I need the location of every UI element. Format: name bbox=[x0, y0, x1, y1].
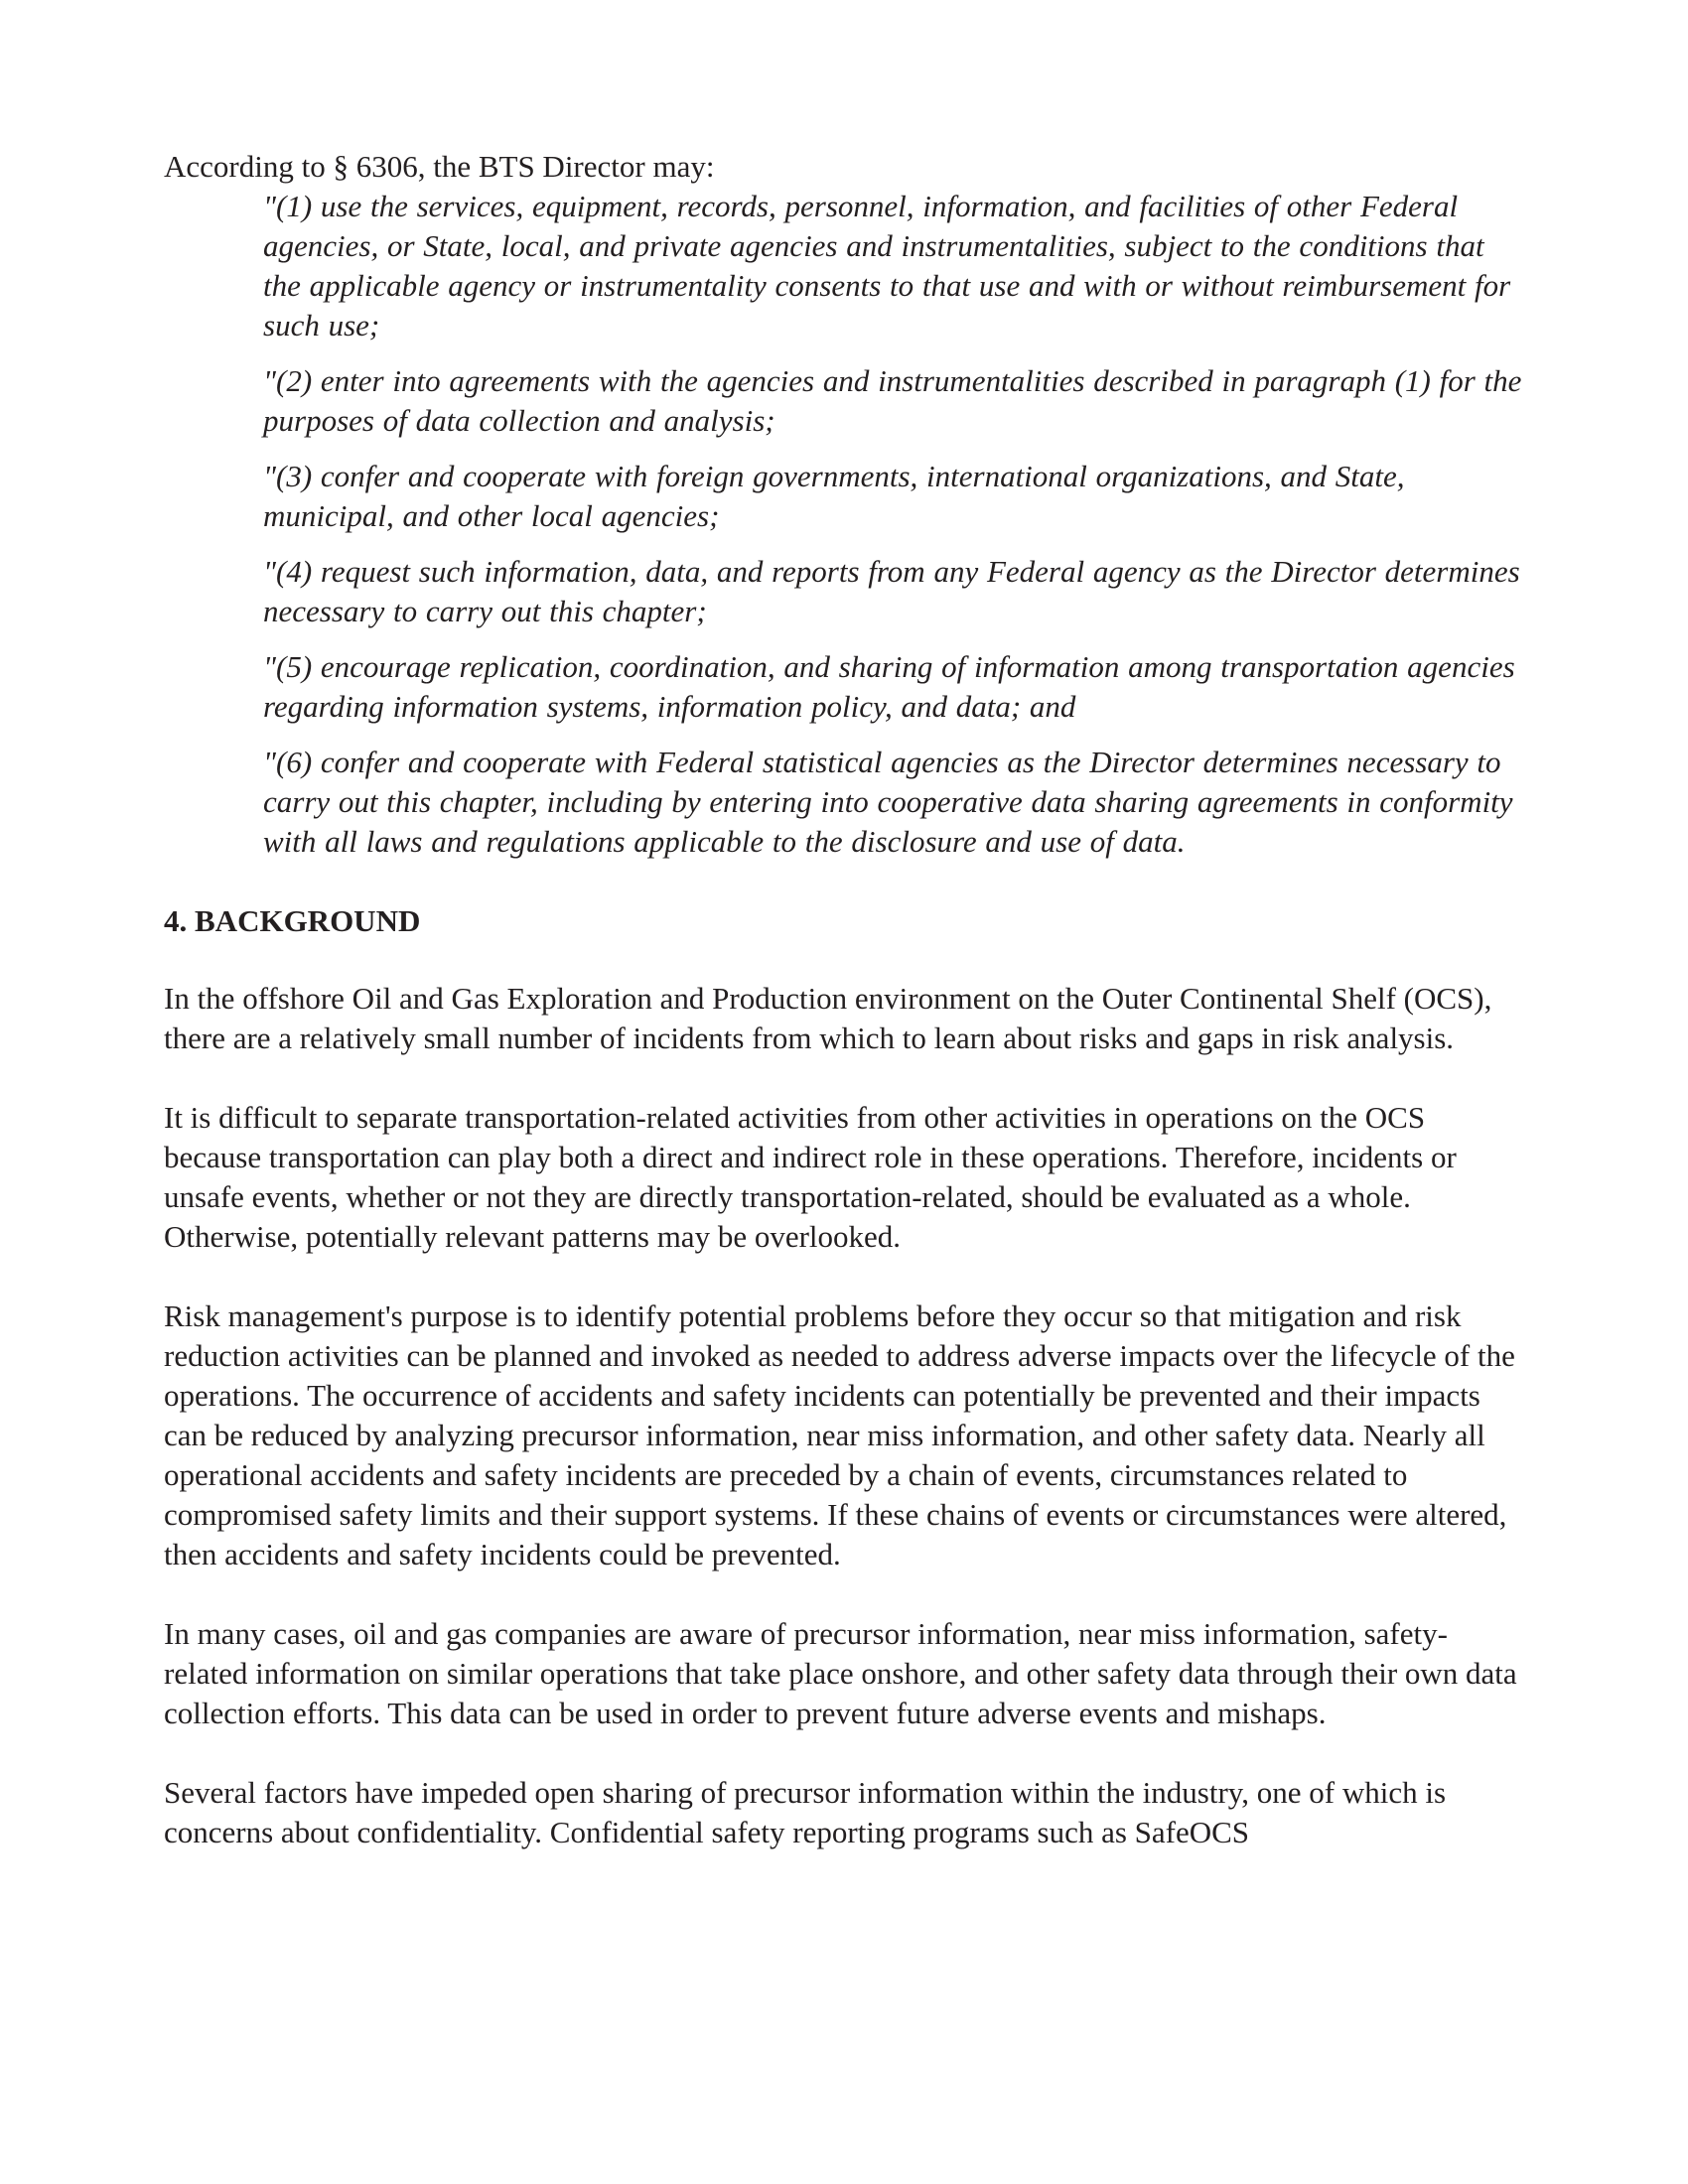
document-page bbox=[164, 147, 1524, 1892]
statute-quote-item: "(1) use the services, equipment, records, personnel, information, and facilities of other Federal agencies, or State, local, and private agencies and instrumentalities, subject to the conditions that the applicable agency or instrumentality consents to that use and with or without reimbursement for such use; bbox=[263, 189, 1511, 342]
statute-quote-item: "(3) confer and cooperate with foreign governments, international organizations, and State, municipal, and other local agencies; bbox=[263, 459, 1405, 533]
body-paragraph: Several factors have impeded open sharing of precursor information within the industry, one of which is concerns about confidentiality. Confidential safety reporting programs such as SafeOCS bbox=[164, 1775, 1447, 1849]
statute-quote-item: "(4) request such information, data, and reports from any Federal agency as the Director determines necessary to carry out this chapter; bbox=[263, 554, 1520, 628]
statute-quote-item: "(2) enter into agreements with the agencies and instrumentalities described in paragraph (1) for the purposes of data collection and analysis; bbox=[263, 363, 1522, 438]
body-paragraph: In the offshore Oil and Gas Exploration and Production environment on the Outer Continental Shelf (OCS), there are a relatively small number of incidents from which to learn about risks and gaps in risk analysis. bbox=[164, 981, 1492, 1055]
body-paragraph: It is difficult to separate transportation-related activities from other activities in operations on the OCS because transportation can play both a direct and indirect role in these operations. Therefore, incidents or unsafe events, whether or not they are directly transportation-related, should be evaluated as a whole. Otherwise, potentially relevant patterns may be overlooked. bbox=[164, 1100, 1457, 1254]
statute-quote-item: "(6) confer and cooperate with Federal statistical agencies as the Director determines necessary to carry out this chapter, including by entering into cooperative data sharing agreements in conformity with all laws and regulations applicable to the disclosure and use of data. bbox=[263, 745, 1513, 859]
statute-quote-item: "(5) encourage replication, coordination, and sharing of information among transportation agencies regarding information systems, information policy, and data; and bbox=[263, 649, 1515, 724]
body-paragraph: Risk management's purpose is to identify potential problems before they occur so that mitigation and risk reduction activities can be planned and invoked as needed to address adverse impacts over the lifecycle of the operations. The occurrence of accidents and safety incidents can potentially be prevented and their impacts can be reduced by analyzing precursor information, near miss information, and other safety data. Nearly all operational accidents and safety incidents are preceded by a chain of events, circumstances related to compromised safety limits and their support systems. If these chains of events or circumstances were altered, then accidents and safety incidents could be prevented. bbox=[164, 1298, 1515, 1571]
statute-quote-list bbox=[263, 187, 1524, 862]
body-paragraph: In many cases, oil and gas companies are aware of precursor information, near miss information, safety-related information on similar operations that take place onshore, and other safety data through their own data collection efforts. This data can be used in order to prevent future adverse events and mishaps. bbox=[164, 1616, 1517, 1730]
section-heading-background: 4. BACKGROUND bbox=[164, 903, 421, 938]
intro-text: According to § 6306, the BTS Director may: bbox=[164, 149, 715, 184]
